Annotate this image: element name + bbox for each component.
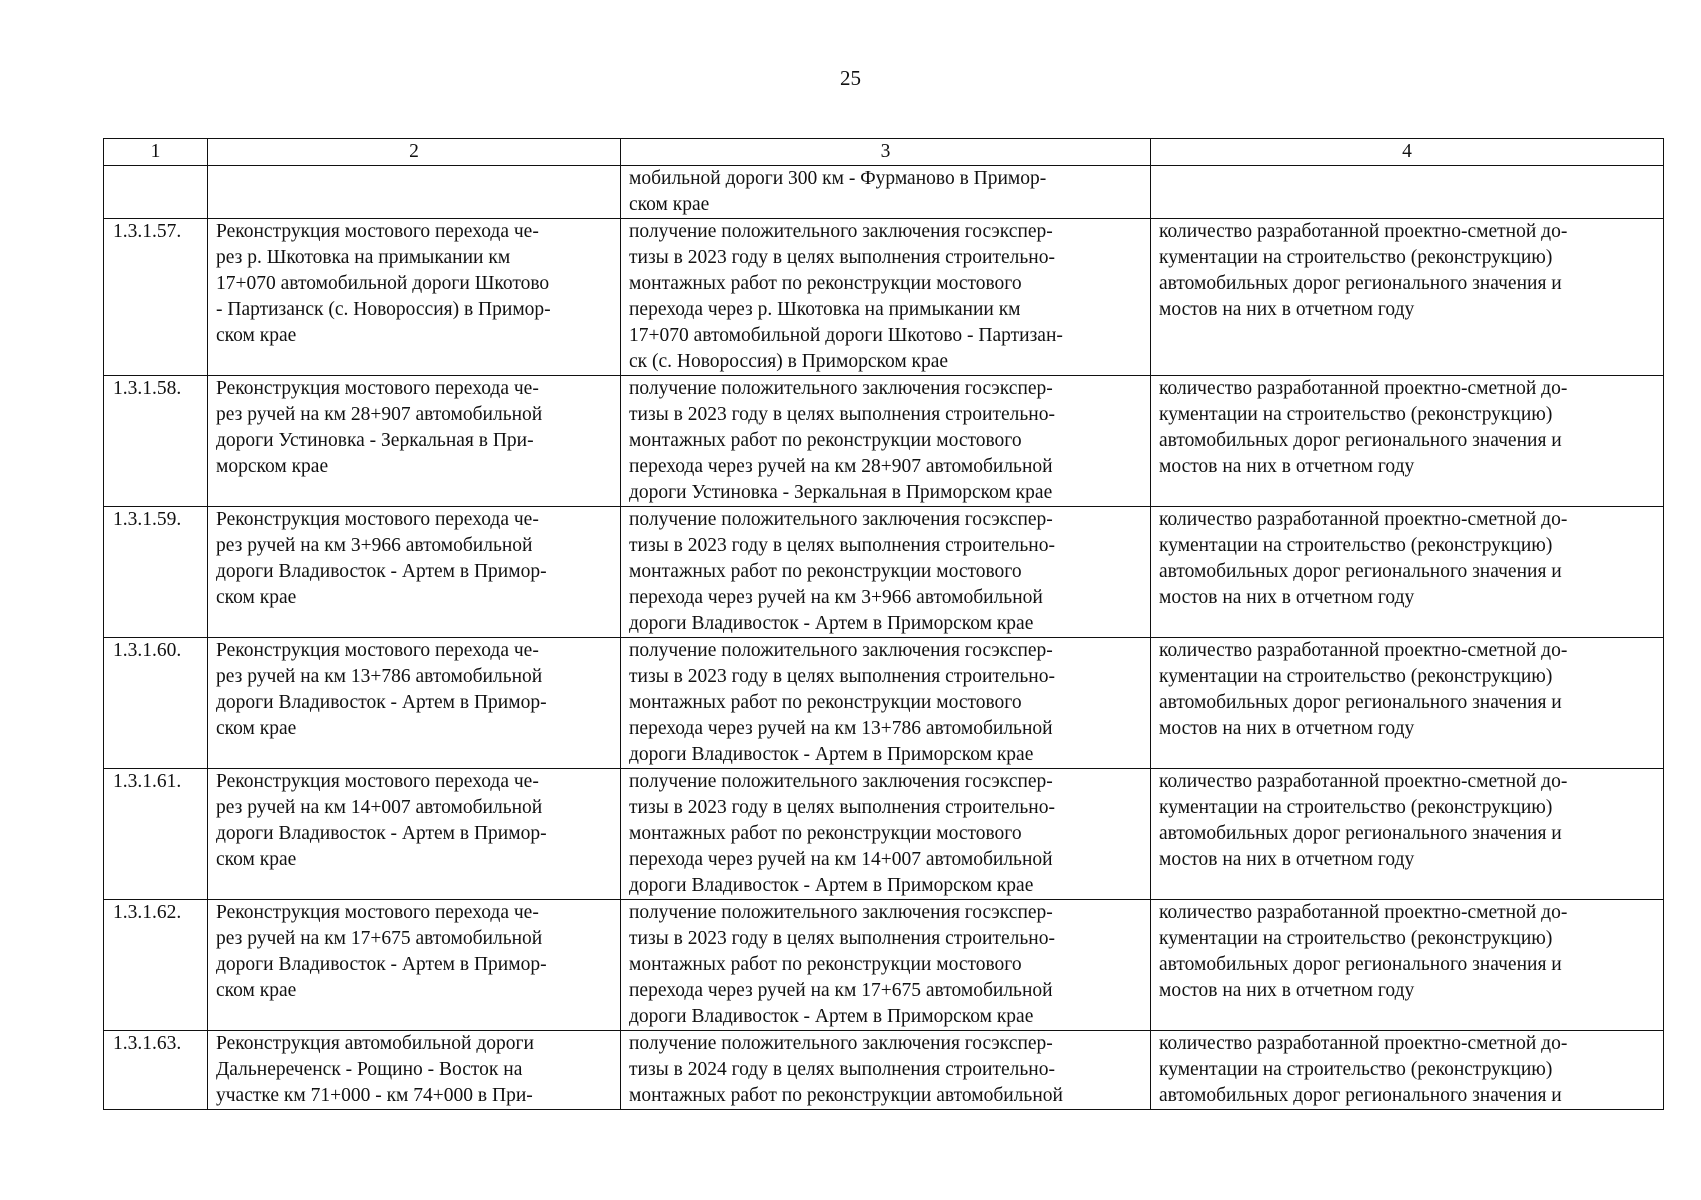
- cell-line: кументации на строительство (реконструкцию): [1159, 247, 1553, 268]
- cell-line: перехода через ручей на км 3+966 автомобильной: [629, 587, 1043, 608]
- cell-line: кументации на строительство (реконструкцию): [1159, 797, 1553, 818]
- cell-line: тизы в 2023 году в целях выполнения строительно-: [629, 928, 1055, 949]
- cell-line: Реконструкция мостового перехода че-: [216, 509, 539, 530]
- cell-line: Дальнереченск - Рощино - Восток на: [216, 1059, 523, 1080]
- column-header-3: 3: [621, 139, 1151, 166]
- cell-result: [621, 219, 1151, 376]
- cell-line: получение положительного заключения госэкспер-: [629, 640, 1053, 661]
- cell-line: Реконструкция мостового перехода че-: [216, 378, 539, 399]
- cell-line: участке км 71+000 - км 74+000 в При-: [216, 1085, 533, 1106]
- cell-line: количество разработанной проектно-сметной до-: [1159, 509, 1568, 530]
- cell-line: автомобильных дорог регионального значения и: [1159, 561, 1562, 582]
- cell-measure: [208, 769, 621, 900]
- cell-num: 1.3.1.58.: [104, 376, 208, 507]
- cell-line: автомобильных дорог регионального значения и: [1159, 273, 1562, 294]
- cell-line: получение положительного заключения госэкспер-: [629, 509, 1053, 530]
- cell-line: ском крае: [629, 194, 710, 215]
- cell-line: дороги Владивосток - Артем в Приморском крае: [629, 613, 1034, 634]
- cell-num: 1.3.1.63.: [104, 1031, 208, 1110]
- cell-num: 1.3.1.62.: [104, 900, 208, 1031]
- cell-line: автомобильных дорог регионального значения и: [1159, 954, 1562, 975]
- cell-line: кументации на строительство (реконструкцию): [1159, 535, 1553, 556]
- cell-line: тизы в 2023 году в целях выполнения строительно-: [629, 797, 1055, 818]
- cell-line: кументации на строительство (реконструкцию): [1159, 928, 1553, 949]
- cell-result: [621, 638, 1151, 769]
- table-row: [104, 376, 1664, 507]
- cell-line: количество разработанной проектно-сметной до-: [1159, 771, 1568, 792]
- cell-line: мостов на них в отчетном году: [1159, 849, 1415, 870]
- table-row: [104, 219, 1664, 376]
- cell-line: количество разработанной проектно-сметной до-: [1159, 640, 1568, 661]
- cell-line: Реконструкция автомобильной дороги: [216, 1033, 534, 1054]
- cell-line: автомобильных дорог регионального значения и: [1159, 430, 1562, 451]
- cell-line: ском крае: [216, 718, 297, 739]
- cell-line: кументации на строительство (реконструкцию): [1159, 1059, 1553, 1080]
- cell-line: дороги Владивосток - Артем в Примор-: [216, 954, 547, 975]
- cell-line: мостов на них в отчетном году: [1159, 587, 1415, 608]
- cell-num: 1.3.1.57.: [104, 219, 208, 376]
- cell-result: [621, 507, 1151, 638]
- cell-line: рез р. Шкотовка на примыкании км: [216, 247, 511, 268]
- cell-line: кументации на строительство (реконструкцию): [1159, 666, 1553, 687]
- cell-line: Реконструкция мостового перехода че-: [216, 221, 539, 242]
- cell-line: тизы в 2023 году в целях выполнения строительно-: [629, 535, 1055, 556]
- cell-line: дороги Владивосток - Артем в Примор-: [216, 823, 547, 844]
- cell-line: перехода через ручей на км 14+007 автомобильной: [629, 849, 1053, 870]
- cell-line: рез ручей на км 3+966 автомобильной: [216, 535, 533, 556]
- cell-num: [104, 166, 208, 219]
- cell-indicator: [1151, 166, 1664, 219]
- cell-line: Реконструкция мостового перехода че-: [216, 640, 539, 661]
- table-row: [104, 1031, 1664, 1110]
- cell-indicator: [1151, 376, 1664, 507]
- cell-indicator: [1151, 1031, 1664, 1110]
- cell-line: перехода через ручей на км 17+675 автомобильной: [629, 980, 1053, 1001]
- cell-line: дороги Владивосток - Артем в Приморском крае: [629, 1006, 1034, 1027]
- cell-line: монтажных работ по реконструкции мостового: [629, 692, 1022, 713]
- cell-line: кументации на строительство (реконструкцию): [1159, 404, 1553, 425]
- cell-line: ском крае: [216, 325, 297, 346]
- cell-line: дороги Устиновка - Зеркальная в При-: [216, 430, 534, 451]
- cell-line: мостов на них в отчетном году: [1159, 980, 1415, 1001]
- cell-line: количество разработанной проектно-сметной до-: [1159, 378, 1568, 399]
- cell-line: получение положительного заключения госэкспер-: [629, 902, 1053, 923]
- cell-line: монтажных работ по реконструкции мостового: [629, 430, 1022, 451]
- cell-result: [621, 376, 1151, 507]
- cell-line: получение положительного заключения госэкспер-: [629, 221, 1053, 242]
- cell-line: количество разработанной проектно-сметной до-: [1159, 902, 1568, 923]
- cell-line: дороги Устиновка - Зеркальная в Приморском крае: [629, 482, 1053, 503]
- cell-line: дороги Владивосток - Артем в Примор-: [216, 692, 547, 713]
- table-row: [104, 507, 1664, 638]
- cell-line: количество разработанной проектно-сметной до-: [1159, 221, 1568, 242]
- cell-line: мостов на них в отчетном году: [1159, 299, 1415, 320]
- cell-line: ском крае: [216, 980, 297, 1001]
- column-header-1: 1: [104, 139, 208, 166]
- cell-line: монтажных работ по реконструкции мостового: [629, 273, 1022, 294]
- cell-result: [621, 1031, 1151, 1110]
- cell-measure: [208, 219, 621, 376]
- column-header-4: 4: [1151, 139, 1664, 166]
- cell-indicator: [1151, 638, 1664, 769]
- cell-line: автомобильных дорог регионального значения и: [1159, 692, 1562, 713]
- cell-line: перехода через ручей на км 28+907 автомобильной: [629, 456, 1053, 477]
- cell-line: дороги Владивосток - Артем в Приморском крае: [629, 744, 1034, 765]
- cell-num: 1.3.1.59.: [104, 507, 208, 638]
- measures-table: [103, 138, 1664, 1110]
- cell-indicator: [1151, 507, 1664, 638]
- cell-line: перехода через р. Шкотовка на примыкании км: [629, 299, 1021, 320]
- table-header-row: [104, 139, 1664, 166]
- cell-measure: [208, 507, 621, 638]
- cell-line: перехода через ручей на км 13+786 автомобильной: [629, 718, 1053, 739]
- table-body: [104, 166, 1664, 1110]
- cell-line: монтажных работ по реконструкции мостового: [629, 823, 1022, 844]
- cell-line: получение положительного заключения госэкспер-: [629, 1033, 1053, 1054]
- table-row: [104, 769, 1664, 900]
- cell-line: рез ручей на км 14+007 автомобильной: [216, 797, 543, 818]
- table-row: [104, 900, 1664, 1031]
- cell-line: 17+070 автомобильной дороги Шкотово: [216, 273, 550, 294]
- cell-line: дороги Владивосток - Артем в Примор-: [216, 561, 547, 582]
- cell-line: мобильной дороги 300 км - Фурманово в Примор-: [629, 168, 1047, 189]
- cell-measure: [208, 376, 621, 507]
- cell-line: монтажных работ по реконструкции мостового: [629, 561, 1022, 582]
- cell-measure: [208, 1031, 621, 1110]
- cell-result: [621, 166, 1151, 219]
- cell-line: количество разработанной проектно-сметной до-: [1159, 1033, 1568, 1054]
- cell-line: тизы в 2024 году в целях выполнения строительно-: [629, 1059, 1055, 1080]
- cell-line: тизы в 2023 году в целях выполнения строительно-: [629, 247, 1055, 268]
- table-row-continuation: [104, 166, 1664, 219]
- cell-line: ском крае: [216, 849, 297, 870]
- cell-line: ском крае: [216, 587, 297, 608]
- cell-line: 17+070 автомобильной дороги Шкотово - Партизан-: [629, 325, 1063, 346]
- cell-line: автомобильных дорог регионального значения и: [1159, 1085, 1562, 1106]
- cell-line: Реконструкция мостового перехода че-: [216, 771, 539, 792]
- cell-num: 1.3.1.60.: [104, 638, 208, 769]
- cell-line: рез ручей на км 28+907 автомобильной: [216, 404, 543, 425]
- cell-line: получение положительного заключения госэкспер-: [629, 771, 1053, 792]
- cell-num: 1.3.1.61.: [104, 769, 208, 900]
- cell-line: монтажных работ по реконструкции автомобильной: [629, 1085, 1063, 1106]
- cell-line: автомобильных дорог регионального значения и: [1159, 823, 1562, 844]
- table-row: [104, 638, 1664, 769]
- cell-line: рез ручей на км 17+675 автомобильной: [216, 928, 543, 949]
- cell-indicator: [1151, 900, 1664, 1031]
- cell-line: монтажных работ по реконструкции мостового: [629, 954, 1022, 975]
- cell-line: дороги Владивосток - Артем в Приморском крае: [629, 875, 1034, 896]
- cell-result: [621, 900, 1151, 1031]
- cell-line: - Партизанск (с. Новороссия) в Примор-: [216, 299, 551, 320]
- cell-line: рез ручей на км 13+786 автомобильной: [216, 666, 543, 687]
- cell-measure: [208, 900, 621, 1031]
- cell-line: морском крае: [216, 456, 329, 477]
- cell-result: [621, 769, 1151, 900]
- cell-line: ск (с. Новороссия) в Приморском крае: [629, 351, 949, 372]
- cell-line: Реконструкция мостового перехода че-: [216, 902, 539, 923]
- cell-line: тизы в 2023 году в целях выполнения строительно-: [629, 666, 1055, 687]
- cell-line: получение положительного заключения госэкспер-: [629, 378, 1053, 399]
- cell-measure: [208, 166, 621, 219]
- column-header-2: 2: [208, 139, 621, 166]
- cell-measure: [208, 638, 621, 769]
- cell-line: мостов на них в отчетном году: [1159, 718, 1415, 739]
- cell-indicator: [1151, 769, 1664, 900]
- cell-line: мостов на них в отчетном году: [1159, 456, 1415, 477]
- cell-indicator: [1151, 219, 1664, 376]
- page-number: 25: [840, 66, 861, 90]
- cell-line: тизы в 2023 году в целях выполнения строительно-: [629, 404, 1055, 425]
